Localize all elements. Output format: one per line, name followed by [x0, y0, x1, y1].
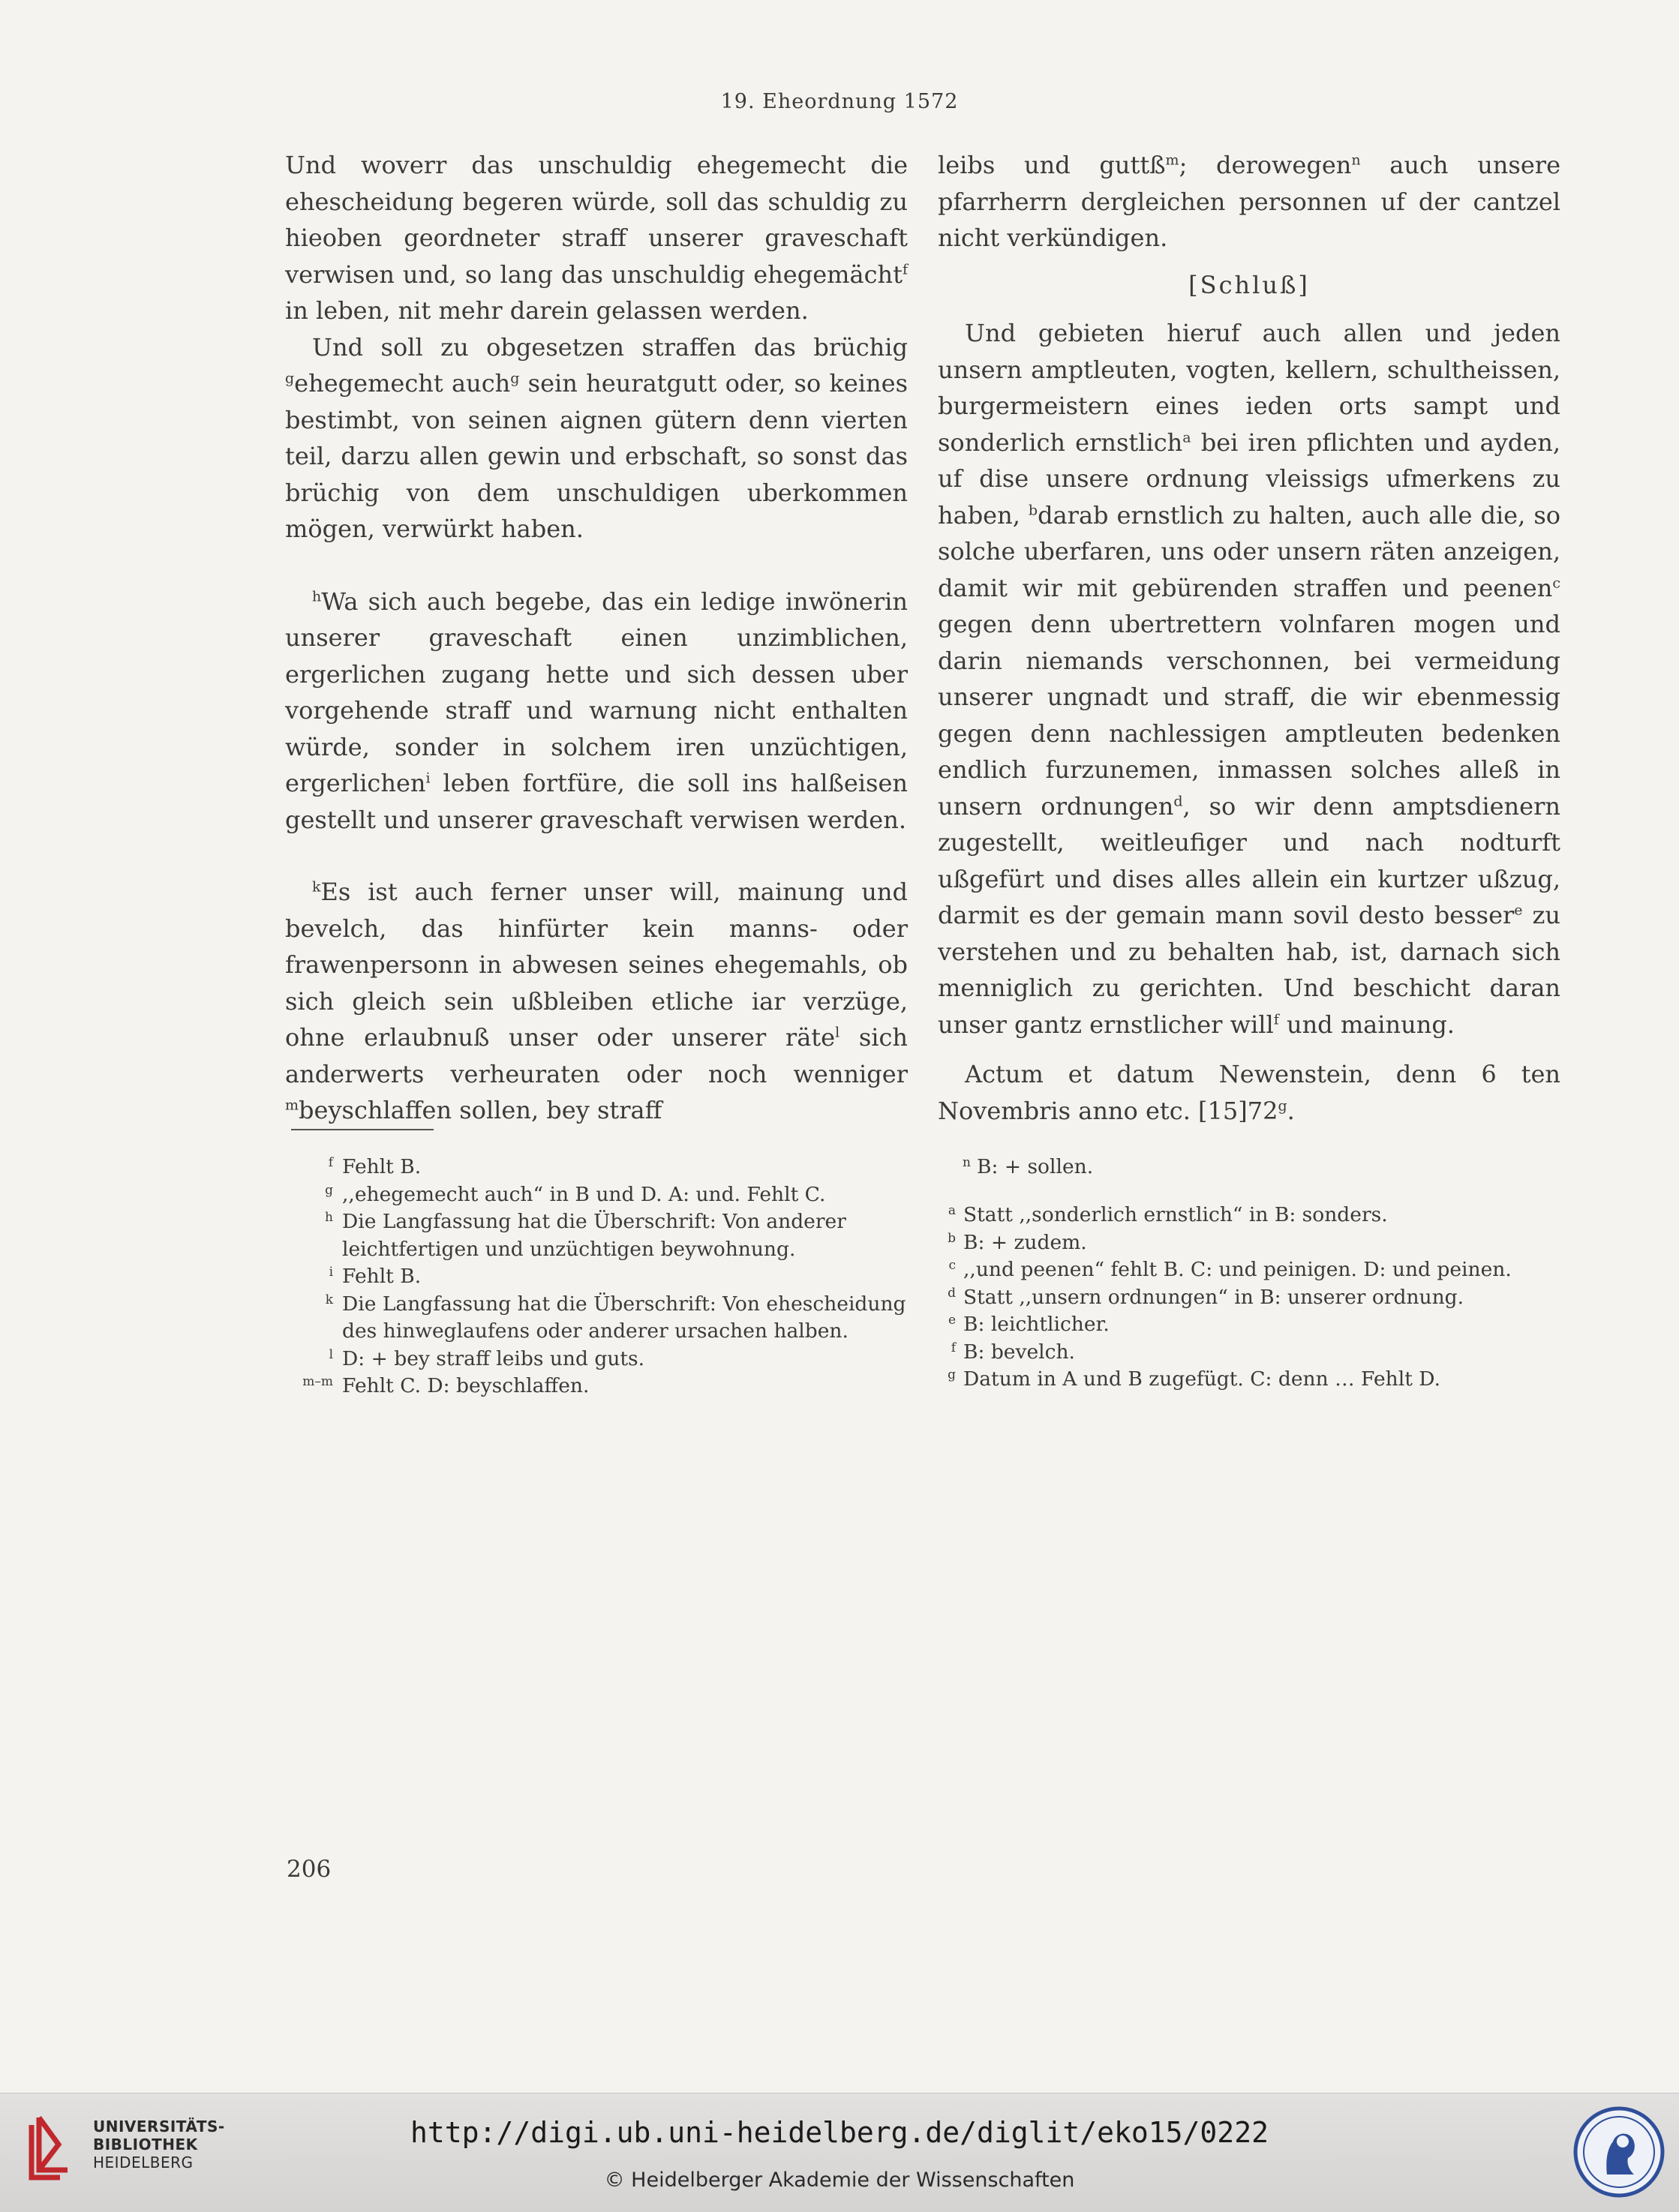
paragraph: Actum et datum Newenstein, denn 6 ten Novembris anno etc. [15]72$^g$.: [938, 1060, 1560, 1125]
footnote-text: B: + sollen.: [977, 1155, 1094, 1178]
paragraph: Und soll zu obgesetzen straffen das brüchig $^g$ehegemecht auch$^g$ sein heuratgutt oder, so keines bestimbt, von seinen aignen gütern denn vierten teil, darzu allen gewin und erbschaft, so sonst das brüchig von dem unschuldigen uberkommen mögen, verwürkt haben.: [285, 332, 908, 543]
footnote-rule: [291, 1129, 434, 1130]
footnote: [938, 1256, 1560, 1284]
paragraph: $^k$Es ist auch ferner unser will, mainung und bevelch, das hinfürter kein manns- oder frawenpersonn in abwesen seines ehegemahls, ob sich gleich sein ußbleiben etliche iar verzüge, ohne erlaubnuß unser oder unserer räte$^l$ sich anderwerts verheuraten oder noch wenniger $^m$beyschlaffen sollen, bey straff: [285, 878, 908, 1124]
library-name: UNIVERSITÄTS- BIBLIOTHEK HEIDELBERG: [93, 2117, 225, 2171]
paragraph: leibs und guttß$^m$; derowegen$^n$ auch unsere pfarrherrn dergleichen personnen uf der cantzel nicht verkündigen.: [938, 151, 1560, 252]
footnote-text: Die Langfassung hat die Überschrift: Von ehescheidung des hinweglaufens oder anderer ursachen halben.: [342, 1292, 906, 1343]
footnote: [285, 1208, 908, 1263]
footnote: [285, 1263, 908, 1291]
footnote-text: Statt ,,sonderlich ernstlich“ in B: sonders.: [963, 1203, 1388, 1226]
page-number: 206: [287, 1856, 332, 1883]
footnote-mark: i: [329, 1265, 333, 1280]
footnote: [285, 1154, 908, 1181]
footnote-mark: d: [948, 1285, 956, 1301]
footnotes-right-n: [938, 1154, 1560, 1181]
right-column: [938, 147, 1560, 1129]
academy-seal-icon: [1572, 2105, 1665, 2198]
footnote-mark: n: [963, 1155, 971, 1170]
footnote-mark: b: [948, 1230, 956, 1246]
viewer-footer: [0, 2093, 1679, 2212]
footnote: [938, 1311, 1560, 1339]
footnote: [938, 1154, 1560, 1181]
footnote-text: Datum in A und B zugefügt. C: denn … Fehlt D.: [963, 1367, 1440, 1391]
footnote-mark: e: [948, 1313, 956, 1328]
paragraph: Und woverr das unschuldig ehegemecht die ehescheidung begeren würde, soll das schuldig zu hieoben geordneter straff unserer graveschaft verwisen und, so lang das unschuldig ehegemächt$^f$ in leben, nit mehr darein gelassen werden.: [285, 151, 908, 325]
footnote: [938, 1366, 1560, 1394]
footnote: [285, 1346, 908, 1373]
paragraph: Und gebieten hieruf auch allen und jeden unsern amptleuten, vogten, kellern, schultheissen, burgermeistern eines ieden orts sampt und sonderlich ernstlich$^a$ bei iren pflichten und ayden, uf dise unsere ordnung vleissigs ufmerkens zu haben, $^b$darab ernstlich zu halten, auch alle die, so solche uberfaren, uns oder unsern räten anzeigen, damit wir mit gebürenden straffen und peenen$^c$ gegen denn ubertrettern volnfaren mogen und darin niemands verschonnen, bei vermeidung unserer ungnadt und straff, die wir ebenmessig gegen denn nachlessigen amptleuten bedenken endlich furzunemen, inmassen solches alleß in unsern ordnungen$^d$, so wir denn amptsdienern zugestellt, weitleufiger und nach nodturft ußgefürt und dises alles allein ein kurtzer ußzug, darmit es der gemain mann sovil desto besser$^e$ zu verstehen und zu behalten hab, ist, darnach sich menniglich zu gerichten. Und beschicht daran unser gantz ernstlicher will$^f$ und mainung.: [938, 319, 1561, 1039]
footnote-mark: f: [328, 1155, 333, 1170]
footnote-text: B: leichtlicher.: [963, 1313, 1110, 1336]
footnote-mark: f: [951, 1340, 956, 1355]
footnote-text: Fehlt B.: [342, 1155, 422, 1178]
footnote-mark: g: [325, 1182, 333, 1198]
footnote-text: ,,ehegemecht auch“ in B und D. A: und. Fehlt C.: [342, 1182, 826, 1206]
footnote-text: Fehlt B.: [342, 1265, 422, 1288]
footnote: [285, 1373, 908, 1400]
footnote-mark: c: [948, 1258, 956, 1273]
footnote-mark: m–m: [302, 1374, 333, 1389]
footnote-text: Fehlt C. D: beyschlaffen.: [342, 1374, 590, 1397]
footnote-text: ,,und peenen“ fehlt B. C: und peinigen. D: und peinen.: [963, 1258, 1512, 1281]
footnote: [285, 1291, 908, 1346]
footnote-text: Statt ,,unsern ordnungen“ in B: unserer ordnung.: [963, 1285, 1464, 1309]
permalink-url[interactable]: http://digi.ub.uni-heidelberg.de/diglit/eko15/0222: [410, 2116, 1269, 2149]
section-heading: [Schluß]: [1188, 270, 1310, 299]
footnote-mark: a: [948, 1203, 956, 1218]
footnote-text: D: + bey straff leibs und guts.: [342, 1346, 645, 1370]
footnote-text: B: bevelch.: [963, 1340, 1075, 1364]
footnotes-left: [285, 1154, 908, 1400]
footnote: [938, 1284, 1560, 1312]
footnote-mark: l: [329, 1346, 333, 1362]
paragraph: $^h$Wa sich auch begebe, das ein ledige inwönerin unserer graveschaft einen unzimblichen, ergerlichen zugang hette und sich dessen uber vorgehende straff und warnung nicht enthalten würde, sonder in solchem iren unzüchtigen, ergerlichen$^i$ leben fortfüre, die soll ins halßeisen gestellt und unserer graveschaft verwisen werden.: [285, 587, 908, 834]
footnote-mark: h: [325, 1210, 333, 1225]
footnotes-right: [938, 1202, 1560, 1394]
running-head: 19. Eheordnung 1572: [720, 90, 959, 113]
footnote-text: B: + zudem.: [963, 1230, 1087, 1254]
footnote: [285, 1181, 908, 1209]
footnote: [938, 1202, 1560, 1229]
copyright-notice: © Heidelberger Akademie der Wissenschaften: [604, 2168, 1075, 2192]
footnote-mark: g: [948, 1367, 956, 1382]
footnote-text: Die Langfassung hat die Überschrift: Von anderer leichtfertigen und unzüchtigen beywohnung.: [342, 1210, 846, 1261]
footnote: [938, 1229, 1560, 1257]
footnote-mark: k: [325, 1292, 333, 1307]
footnote: [938, 1339, 1560, 1367]
left-column: [285, 147, 908, 1129]
